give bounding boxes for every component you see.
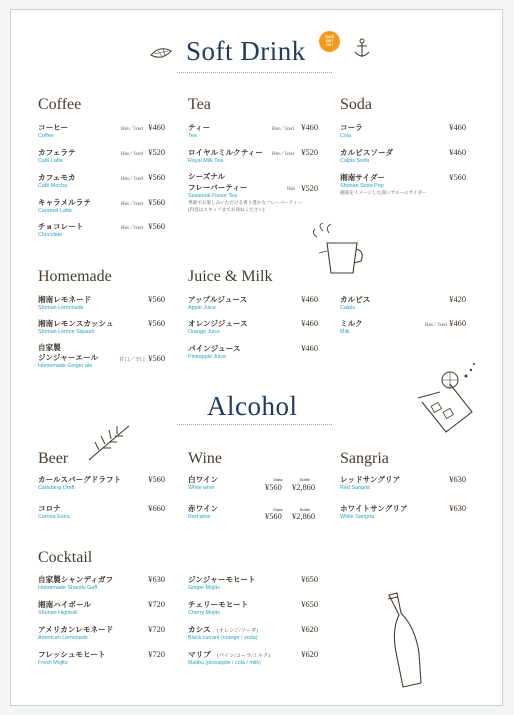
item-name-en: Malibu (pineapple / cola / milk) [188,660,261,666]
item-name-jp: ロイヤルミルクティー [188,148,263,157]
coffee-title: Coffee [38,96,82,113]
badge-line-1: TAKE [324,35,335,39]
item-name-jp: 自家製シャンディガフ [38,575,114,584]
item-name-jp: コーヒー [38,123,69,132]
item-name-en: Corona Extra [38,514,70,520]
item-price: ¥560 [449,173,466,182]
item-name-jp: カフェラテ [38,148,76,157]
item-price: ¥520 [301,148,318,157]
item-price: ¥630 [148,575,165,584]
item-price: ¥660 [148,504,165,513]
item-name-jp: キャラメルラテ [38,198,91,207]
item-name-jp: カールスバーグドラフト [38,475,122,484]
item-name-jp: 自家製 [38,343,61,352]
item-price: ¥560 [148,173,165,182]
item-name-en: Chocolate [38,232,63,238]
glass-label: Glass [273,478,283,482]
item-name-jp: フレーバーティー [188,183,248,192]
item-name-jp: 赤ワイン [188,504,219,513]
item-name-en: White Sangria [340,514,374,520]
glass-label: Glass [273,508,283,512]
iced-drink-illustration [416,362,482,436]
soda-title: Soda [340,96,372,113]
item-name-jp: 湘南レモネード [38,295,92,304]
beer-title: Beer [38,450,69,467]
sangria-title: Sangria [340,450,389,467]
item-name-en: Coffee [38,133,54,139]
item-option: Hot [287,186,295,192]
anchor-icon [352,38,372,60]
item-price: ¥520 [148,148,165,157]
bottle-price: ¥2,860 [292,483,316,492]
item-name-en: Ginger Mojito [188,585,221,591]
item-price: ¥560 [148,475,165,484]
item-name-jp: 湘南レモンスカッシュ [38,319,114,328]
item-price: ¥560 [148,295,165,304]
item-price: ¥460 [301,295,318,304]
item-name-en: Shonan Highball [38,610,78,616]
item-option: Hot／Iced [272,151,294,157]
item-price: ¥650 [301,600,318,609]
item-name-en: Caramel Latte [38,208,72,214]
item-name-jp: フレッシュモヒート [38,650,106,659]
item-option: Hot／Iced [121,151,143,157]
item-option: Hot／Iced [425,322,447,328]
item-name-en: Homemade Ginger ale [38,363,93,369]
item-name-jp: カルピスソーダ [340,148,394,157]
item-name-en: Royal Milk Tea [188,158,223,164]
item-name-en: Black currant (orange / soda) [188,635,258,641]
item-name-jp: アメリカンレモネード [38,625,114,634]
item-name-jp: レッドサングリア [340,475,401,484]
item-price: ¥560 [148,354,165,363]
menu-page [10,9,503,706]
glass-price: ¥560 [265,512,282,521]
item-option: Hot／Iced [121,201,143,207]
item-name-jp: ジンジャーエール [38,353,99,362]
wine-title: Wine [188,450,223,467]
item-name-jp: オレンジジュース [188,319,248,328]
item-price: ¥630 [449,475,466,484]
item-name-jp: カシス [188,625,211,634]
item-price: ¥560 [148,222,165,231]
item-name-en: Milk [340,329,350,335]
item-price: ¥720 [148,625,165,634]
item-price: ¥460 [301,123,318,132]
item-name-en: Orange Juice [188,329,221,335]
item-name-en: Shonan Lemon Squash [38,329,95,335]
item-price: ¥720 [148,650,165,659]
item-price: ¥720 [148,600,165,609]
item-name-jp: ホワイトサングリア [340,504,408,513]
item-name-jp: 白ワイン [188,475,219,484]
bottle-illustration [383,591,427,691]
item-price: ¥420 [449,295,466,304]
item-name-jp: チョコレート [38,222,84,231]
item-name-en: Apple Juice [188,305,216,311]
item-name-en: Fresh Mojito [38,660,68,666]
cocktail-title: Cocktail [38,549,93,566]
item-name-jp: カルピス [340,295,371,304]
item-name-en: Pineapple Juice [188,354,227,360]
item-price: ¥460 [449,319,466,328]
item-name-en: Café Mocha [38,183,68,189]
homemade-title: Homemade [38,268,112,285]
item-option: Hot／Iced [121,225,143,231]
bottle-label: Bottle [300,478,310,482]
item-price: ¥460 [148,123,165,132]
item-name-jp: マリブ [188,650,211,659]
lemon-slice-icon [148,43,174,61]
tea-title: Tea [188,96,211,113]
item-name-jp: ティー [188,123,211,132]
item-price: ¥620 [301,650,318,659]
glass-price: ¥560 [265,483,282,492]
item-price: ¥460 [301,319,318,328]
item-name-jp: コーラ [340,123,363,132]
item-name-en: American Lemonade [38,635,88,641]
item-name-jp: パインジュース [188,344,241,353]
item-sub: (オレンジ/ソーダ) [217,628,258,634]
item-name-en: Red wine [188,514,211,520]
item-name-en: Shonan Lemonade [38,305,84,311]
item-price: ¥460 [301,344,318,353]
item-name-en: Café Latte [38,158,63,164]
bottle-label: Bottle [300,508,310,512]
item-name-en: Seasonal Flavor Tea [188,193,238,199]
item-option: Hot／Iced [121,126,143,132]
coffee-cup-illustration [309,223,365,275]
item-name-en: Carlsberg Draft [38,485,75,491]
item-price: ¥630 [449,504,466,513]
item-option: Hot／Iced [272,126,294,132]
item-price: ¥460 [449,123,466,132]
item-option: Hot／Iced [121,176,143,182]
badge-line-2: OUT [325,39,334,44]
divider [177,424,332,425]
item-note: (内容はスタッフまでお尋ねください) [188,207,265,212]
item-name-en: Cola [340,133,352,139]
item-name-jp: コロナ [38,504,61,513]
item-price: ¥620 [301,625,318,634]
item-name-en: Cherry Mojito [188,610,221,616]
item-name-en: Homemade Shandy Gaff [38,585,98,591]
item-name-jp: シーズナル [188,172,226,181]
item-name-en: White wine [188,485,215,491]
item-name-en: Shonan Soda Pop [340,183,384,189]
item-name-en: Red Sangria [340,485,370,491]
item-name-jp: 湘南サイダー [340,173,386,182]
soft-drink-title: Soft Drink [186,36,306,66]
alcohol-title: Alcohol [207,391,298,421]
juice-milk-title: Juice & Milk [188,268,273,285]
item-name-en: Calpis Soda [340,158,370,164]
item-price: ¥460 [449,148,466,157]
bottle-price: ¥2,860 [292,512,316,521]
item-option: 甘口／辛口 [119,357,145,363]
item-name-en: Tea [188,133,197,139]
item-name-jp: アップルジュース [188,295,248,304]
item-note: 季節でお楽しみいただける香り豊かなフレーバーティー [188,200,303,205]
item-name-jp: ミルク [340,319,363,328]
item-price: ¥560 [148,319,165,328]
item-price: ¥650 [301,575,318,584]
wheat-illustration [85,422,133,462]
item-note: 湘南をイメージした深いブルーのサイダー [340,190,427,195]
badge-line-3: OK! [326,43,333,48]
divider [177,72,332,73]
item-name-en: Calpis [340,305,355,311]
item-price: ¥560 [148,198,165,207]
item-name-jp: カフェモカ [38,173,76,182]
takeout-badge [319,31,340,52]
item-name-jp: 湘南ハイボール [38,600,92,609]
item-name-jp: ジンジャーモヒート [188,575,256,584]
item-name-jp: チェリーモヒート [188,600,249,609]
item-price: ¥520 [301,184,318,193]
item-sub: (パイン/コーラ/ミルク) [217,653,270,659]
